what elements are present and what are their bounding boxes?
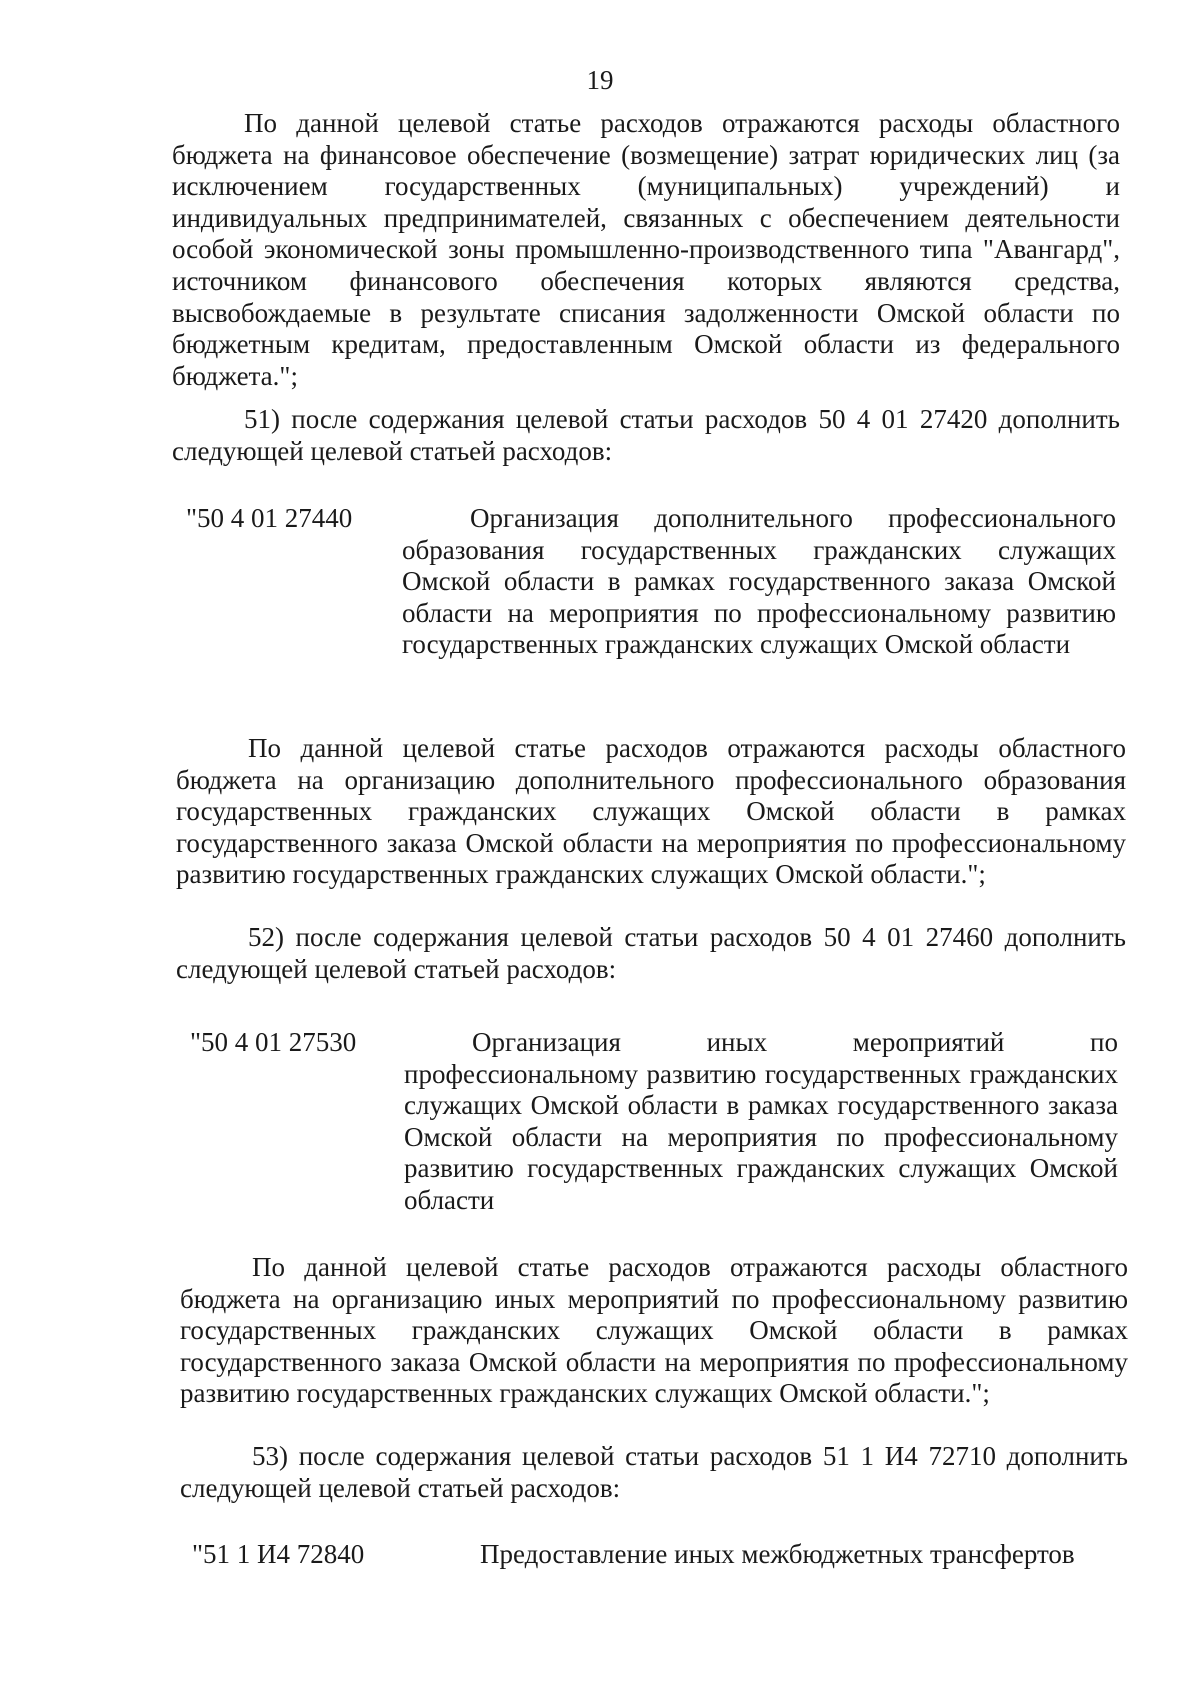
entry-description-1: Организация дополнительного профессионального образования государственных гражданских служащих Омской области в рамках государственного заказа Омской области на мероприятия по профессиональному развитию государственных гражданских служащих Омской области [402,503,1116,660]
entry-code-2: "50 4 01 27530 [190,1027,357,1057]
entry-code-1: "50 4 01 27440 [186,503,353,533]
paragraph-51-intro: 51) после содержания целевой статьи расходов 50 4 01 27420 дополнить следующей целевой статьей расходов: [172,404,1120,466]
entry-code-3: "51 1 И4 72840 [192,1539,365,1569]
page-number: 19 [586,65,614,95]
entry-description-3: Предоставление иных межбюджетных трансфертов [480,1539,1075,1569]
entry-description-2: Организация иных мероприятий по профессиональному развитию государственных гражданских служащих Омской области в рамках государственного заказа Омской области на мероприятия по профессиональному развитию государственных гражданских служащих Омской области [404,1027,1118,1215]
paragraph-1: По данной целевой статье расходов отражаются расходы областного бюджета на финансовое обеспечение (возмещение) затрат юридических лиц (за исключением государственных (муниципальных) учреждений) и индивидуальных предпринимателей, связанных с обеспечением деятельности особой экономической зоны промышленно-производственного типа "Авангард", источником финансового обеспечения которых являются средства, высвобождаемые в результате списания задолженности Омской области по бюджетным кредитам, предоставленным Омской области из федерального бюджета."; [172,108,1120,391]
paragraph-3: По данной целевой статье расходов отражаются расходы областного бюджета на организацию дополнительного профессионального образования государственных гражданских служащих Омской области в рамках государственного заказа Омской области на мероприятия по профессиональному развитию государственных гражданских служащих Омской области."; [176,733,1126,890]
paragraph-53-intro: 53) после содержания целевой статьи расходов 51 1 И4 72710 дополнить следующей целевой статьей расходов: [180,1441,1128,1503]
paragraph-5: По данной целевой статье расходов отражаются расходы областного бюджета на организацию иных мероприятий по профессиональному развитию государственных гражданских служащих Омской области в рамках государственного заказа Омской области на мероприятия по профессиональному развитию государственных гражданских служащих Омской области."; [180,1252,1128,1409]
paragraph-52-intro: 52) после содержания целевой статьи расходов 50 4 01 27460 дополнить следующей целевой статьей расходов: [176,922,1126,984]
